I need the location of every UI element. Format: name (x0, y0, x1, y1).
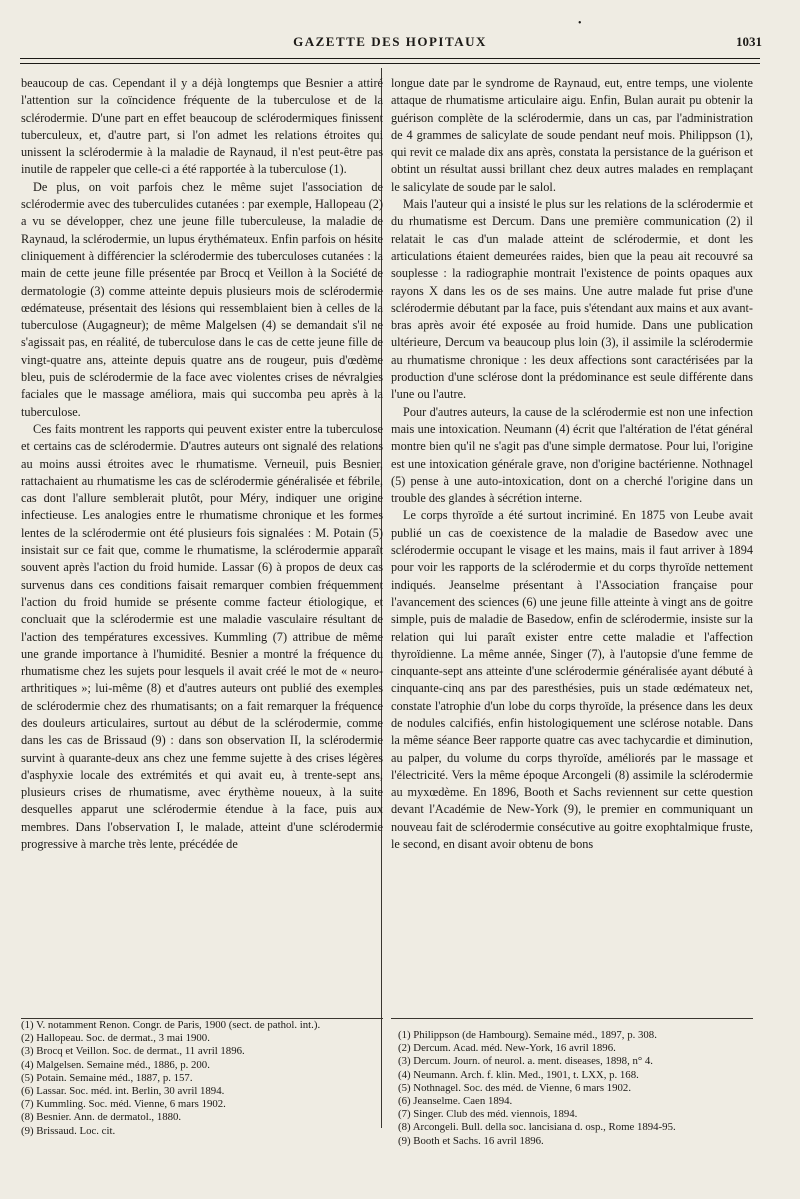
footnote: (9) Brissaud. Loc. cit. (21, 1124, 116, 1137)
footnote: (5) Nothnagel. Soc. des méd. de Vienne, 6 mars 1902. (398, 1081, 632, 1094)
left-column (21, 75, 383, 853)
right-column (391, 75, 753, 853)
left-footnotes (21, 1019, 383, 1138)
right-footnote-rule (391, 1018, 753, 1019)
left-paragraph-2: De plus, on voit parfois chez le même sujet l'association de sclérodermie avec des tuberculides cutanées : par exemple, Hallopeau (2) a vu se développer, chez une jeune fille tuberculeuse, la maladie de Raynaud, la sclérodermie, un lupus érythémateux. Enfin parfois on hésite cliniquement à différencier la sclérodermie des tuberculoses cutanées : la main de cette jeune fille présentée par Brocq et Veillon à la Société de dermatologie (3) comme atteinte depuis plusieurs mois de sclérodermie œdémateuse, présentait des lésions qui ressemblaient bien à celles de la tuberculose (Augagneur); de même Malgelsen (4) se demandait s'il ne s'agissait pas, en réalité, de tuberculose dans le cas de cette jeune fille de vingt-quatre ans, atteinte depuis quatre ans de rougeur, puis d'œdème bleu, puis de sclérodermie de la face avec violentes crises de névralgies faciales que le massage améliora, mais qui succomba peu après à la tuberculose. (21, 179, 383, 419)
footnote: (9) Booth et Sachs. 16 avril 1896. (398, 1134, 544, 1147)
page-number: 1031 (736, 34, 762, 49)
footnote: (8) Arcongeli. Bull. della soc. lancisiana d. osp., Rome 1894-95. (398, 1121, 676, 1134)
footnote: (4) Malgelsen. Semaine méd., 1886, p. 200. (21, 1058, 210, 1071)
print-speck: • (578, 18, 582, 29)
right-paragraph-1: longue date par le syndrome de Raynaud, eut, entre temps, une violente attaque de rhumatisme articulaire aigu. Enfin, Bulan aurait pu obtenir la guérison complète de la sclérodermie, dans un cas, par l'administration de 4 grammes de salicylate de soude pendant neuf mois. Philippson (1), qui revit ce malade dix ans après, constata la persistance de la guérison et obtint un résultat aussi brillant chez deux autres malades en remplaçant le salicylate de soude par le salol. (391, 76, 753, 194)
footnote: (5) Potain. Semaine méd., 1887, p. 157. (21, 1071, 193, 1084)
footnote: (7) Singer. Club des méd. viennois, 1894. (398, 1108, 578, 1121)
footnote: (8) Besnier. Ann. de dermatol., 1880. (21, 1111, 182, 1124)
footnote: (6) Jeanselme. Caen 1894. (398, 1095, 513, 1108)
footnote: (2) Hallopeau. Soc. de dermat., 3 mai 1900. (21, 1032, 210, 1045)
page-header (20, 34, 760, 52)
left-paragraph-1: beaucoup de cas. Cependant il y a déjà longtemps que Besnier a attiré l'attention sur la coïncidence fréquente de la tuberculose et de la sclérodermie. D'une part en effet beaucoup de sclérodermiques finissent tuberculeux, et, d'autre part, si l'on admet les relations étroites qui unissent la sclérodermie à la maladie de Raynaud, il n'est peut-être pas inutile de rappeler que celle-ci a été rapportée à la tuberculose (1). (21, 76, 383, 177)
footnote: (2) Dercum. Acad. méd. New-York, 16 avril 1896. (398, 1042, 616, 1055)
right-paragraph-3: Pour d'autres auteurs, la cause de la sclérodermie est non une infection mais une intoxication. Neumann (4) écrit que l'altération de l'état général montre bien qu'il ne s'agit pas d'une simple dermatose. Pour lui, l'origine est une intoxication générale grave, non d'origine bactérienne. Nothnagel (5) pense à une auto-intoxication, dont on a cherché l'origine dans un trouble des glandes à sécrétion interne. (391, 404, 753, 506)
footnote: (7) Kummling. Soc. méd. Vienne, 6 mars 1902. (21, 1098, 226, 1111)
header-double-rule (20, 58, 760, 64)
right-paragraph-4: Le corps thyroïde a été surtout incriminé. En 1875 von Leube avait publié un cas de coexistence de la maladie de Basedow avec une sclérodermie occupant le visage et les mains, mais il faut arriver à 1894 pour voir les rapports de la sclérodermie et du corps thyroïde nettement indiqués. Jeanselme présentant à l'Association française pour l'avancement des sciences (6) une jeune fille atteinte à vingt ans de goitre simple, puis de maladie de Basedow, enfin de sclérodermie, insiste sur la relation qui lui paraît exister entre cette maladie et l'affection thyroïdienne. La même année, Singer (7), à l'autopsie d'une femme de cinquante-sept ans atteinte d'une sclérodermie généralisée ayant débuté à cinquante-cinq ans par des paresthésies, puis un stade œdémateux net, constate l'atrophie d'un lobe du corps thyroïde, la présence dans les deux de nodules calcifiés, enfin histologiquement une sclérose notable. Dans la même séance Beer rapporte quatre cas avec tachycardie et diminution, au palper, du volume du corps thyroïde, améliorés par le massage et l'électricité. Vers la même époque Arcongeli (8) assimile la sclérodermie au myxœdème. En 1896, Booth et Sachs reviennent sur cette question devant l'Académie de New-York (9), le premier en communiquant un nouveau fait de sclérodermie consécutive au goitre exophtalmique fruste, le second, en disant avoir obtenu de bons (391, 508, 753, 852)
running-title: GAZETTE DES HOPITAUX (293, 34, 487, 49)
footnote: (3) Dercum. Journ. of neurol. a. ment. diseases, 1898, n° 4. (398, 1055, 653, 1068)
footnote: (1) V. notamment Renon. Congr. de Paris, 1900 (sect. de pathol. int.). (21, 1019, 321, 1031)
right-footnotes (398, 1029, 760, 1148)
right-paragraph-2: Mais l'auteur qui a insisté le plus sur les relations de la sclérodermie et du rhumatisme est Dercum. Dans une première communication (2) il relatait le cas d'un malade atteint de sclérodermie, et dont les articulations étaient demeurées raides, bien que la peau ait recouvré sa souplesse : la radiographie montrait l'existence de points opaques aux rayons X dans les os de ses mains. Une autre malade fut prise d'une sclérodermie débutant par la face, puis s'étendant aux mains et aux avant-bras après avoir été exposée au froid humide. Dans une publication ultérieure, Dercum va beaucoup plus loin (3), il assimile la sclérodermie au rhumatisme chronique : les deux affections sont caractérisées par la production d'une sclérose dont la prédominance est seule différente dans l'une ou l'autre. (391, 197, 753, 402)
footnote: (4) Neumann. Arch. f. klin. Med., 1901, t. LXX, p. 168. (398, 1068, 639, 1081)
footnote: (3) Brocq et Veillon. Soc. de dermat., 11 avril 1896. (21, 1045, 245, 1058)
footnote: (6) Lassar. Soc. méd. int. Berlin, 30 avril 1894. (21, 1085, 225, 1098)
footnote: (1) Philippson (de Hambourg). Semaine méd., 1897, p. 308. (398, 1029, 657, 1041)
left-paragraph-3: Ces faits montrent les rapports qui peuvent exister entre la tuberculose et certains cas de sclérodermie. D'autres auteurs ont signalé des relations au moins aussi étroites avec le rhumatisme. Verneuil, puis Besnier, rattachaient au rhumatisme les cas de sclérodermie généralisée et fébrile, cas dont l'allure semblerait plutôt, pour Méry, indiquer une origine infectieuse. Les analogies entre le rhumatisme chronique et les formes lentes de la sclérodermie ont été plusieurs fois signalées : M. Potain (5) insistait sur ce fait que, comme le rhumatisme, la sclérodermie apparaît souvent après l'action du froid humide. Lassar (6) à propos de deux cas survenus dans ces conditions faisait remarquer combien fréquemment l'action du froid humide se présente comme facteur étiologique, et concluait que la sclérodermie est une maladie vasculaire résultant de l'action des températures excessives. Kummling (7) attribue de même une grande importance à l'humidité. Besnier a montré la fréquence du rhumatisme chez les sujets pour lesquels il avait créé le mot de « neuro-arthritiques »; lui-même (8) et d'autres auteurs ont publié des exemples de sclérodermie chez des rhumatisants; on a fait remarquer la fréquence des douleurs articulaires, surtout au début de la sclérodermie, comme dans les cas de Brissaud (9) : dans son observation II, la sclérodermie survint à quarante-deux ans chez une femme sujette à des crises légères d'asphyxie locale des extrémités et qui avait eu, à trente-sept ans, plusieurs crises de rhumatisme, avec érythème noueux, à la suite desquelles apparut une sclérodermie étendue à la face, puis aux membres. Dans l'observation I, le malade, atteint d'une sclérodermie progressive à marche très lente, précédée de (21, 421, 383, 852)
